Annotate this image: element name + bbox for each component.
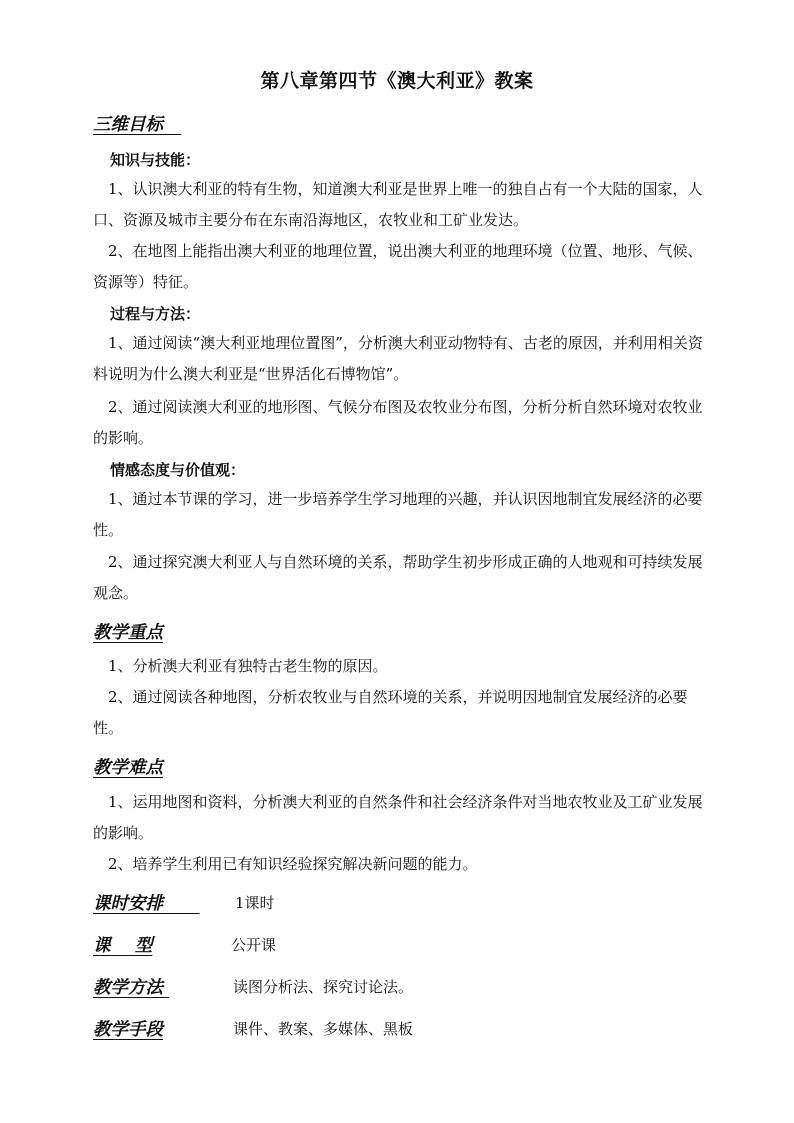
key-point-item-2: 2、通过阅读各种地图，分析农牧业与自然环境的关系，并说明因地制宜发展经济的必要性。 — [93, 688, 688, 737]
means-value: 课件、教案、多媒体、黑板 — [233, 1020, 414, 1038]
objectives-heading: 三维目标 — [93, 115, 163, 135]
schedule-heading: 课时安排 — [93, 894, 163, 914]
difficulty-item-2: 2、培养学生利用已有知识经验探究解决新问题的能力。 — [108, 855, 478, 873]
schedule-value: 1课时 — [235, 894, 275, 912]
key-point-item-1: 1、分析澳大利亚有独特古老生物的原因。 — [108, 657, 388, 675]
key-points-heading: 教学重点 — [93, 623, 163, 643]
attitude-item-1: 1、通过本节课的学习，进一步培养学生学习地理的兴趣，并认识因地制宜发展经济的必要性。 — [93, 490, 703, 539]
attitude-item-2: 2、通过探究澳大利亚人与自然环境的关系，帮助学生初步形成正确的人地观和可持续发展观念。 — [93, 553, 703, 602]
knowledge-item-1: 1、认识澳大利亚的特有生物，知道澳大利亚是世界上唯一的独自占有一个大陆的国家，人口、资源及城市主要分布在东南沿海地区，农牧业和工矿业发达。 — [93, 180, 703, 229]
means-heading: 教学手段 — [93, 1020, 163, 1040]
difficulty-item-1: 1、运用地图和资料，分析澳大利亚的自然条件和社会经济条件对当地农牧业及工矿业发展的影响。 — [93, 793, 703, 842]
knowledge-item-2: 2、在地图上能指出澳大利亚的地理位置，说出澳大利亚的地理环境（位置、地形、气候、资源等）特征。 — [93, 242, 703, 291]
type-heading: 课 型 — [93, 936, 153, 956]
attitude-values-label: 情感态度与价值观： — [110, 461, 246, 479]
type-value: 公开课 — [231, 936, 277, 954]
methods-heading: 教学方法 — [93, 978, 163, 998]
process-item-1: 1、通过阅读“澳大利亚地理位置图”，分析澳大利亚动物特有、古老的原因，并利用相关资料说明为什么澳大利亚是“世界活化石博物馆”。 — [93, 334, 703, 383]
difficulties-heading: 教学难点 — [93, 758, 163, 778]
process-item-2: 2、通过阅读澳大利亚的地形图、气候分布图及农牧业分布图，分析分析自然环境对农牧业的影响。 — [93, 398, 703, 447]
knowledge-skills-label: 知识与技能： — [110, 151, 201, 169]
methods-value: 读图分析法、探究讨论法。 — [233, 978, 414, 996]
document-title: 第八章第四节《澳大利亚》教案 — [260, 70, 534, 92]
process-methods-label: 过程与方法： — [110, 305, 201, 323]
